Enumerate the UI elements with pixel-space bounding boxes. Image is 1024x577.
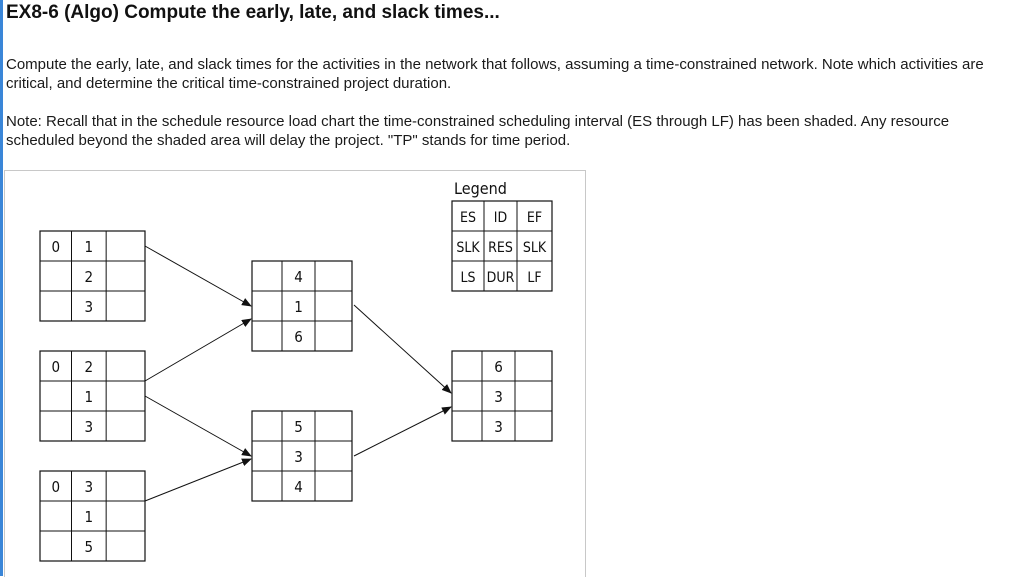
legend-cell-lf: LF [527, 270, 542, 286]
edge-2-to-4 [145, 319, 251, 381]
network-diagram-figure [4, 170, 586, 577]
node-1-dur-cell: 3 [84, 298, 94, 316]
node-4-res-cell: 1 [294, 298, 303, 316]
legend-cell-ls: LS [460, 270, 476, 286]
activity-node-3 [40, 471, 145, 561]
node-3-id-cell: 3 [84, 478, 94, 496]
node-3-dur-cell: 5 [84, 538, 94, 556]
node-1-id-cell: 1 [84, 238, 94, 256]
edge-4-to-6 [354, 305, 451, 393]
legend-cell-ef: EF [526, 210, 543, 226]
instructions-paragraph: Compute the early, late, and slack times for the activities in the network that follows, assuming a time-constrained network. Note which activities are critical, and determine the critical time-constrained project duration. [6, 56, 984, 92]
legend-cell-slk: SLK [456, 240, 480, 256]
node-2-res-cell: 1 [84, 388, 94, 406]
legend-title: Legend [454, 179, 507, 198]
node-6-dur-cell: 3 [494, 418, 503, 436]
page-title: EX8-6 (Algo) Compute the early, late, and slack times... [6, 2, 500, 23]
network-diagram [5, 171, 585, 577]
note-paragraph: Note: Recall that in the schedule resource load chart the time-constrained scheduling interval (ES through LF) has been shaded. Any resource scheduled beyond the shaded area will delay the project. "TP" stands for time period. [6, 113, 950, 149]
node-6-res-cell: 3 [494, 388, 503, 406]
legend-cell-res: RES [488, 240, 513, 256]
activity-node-2 [40, 351, 145, 441]
edge-5-to-6 [354, 407, 451, 456]
legend-cell-slk: SLK [522, 240, 547, 256]
edge-2-to-5 [145, 396, 251, 456]
legend-box [452, 179, 552, 291]
node-4-dur-cell: 6 [294, 328, 303, 346]
activity-node-6 [452, 351, 552, 441]
legend-cell-id: ID [493, 210, 508, 226]
activity-node-4 [252, 261, 352, 351]
node-5-id-cell: 5 [294, 418, 303, 436]
node-2-dur-cell: 3 [84, 418, 94, 436]
node-5-dur-cell: 4 [294, 478, 303, 496]
node-2-es-cell: 0 [51, 358, 61, 376]
legend-cell-dur: DUR [486, 270, 515, 286]
node-2-id-cell: 2 [84, 358, 94, 376]
node-6-id-cell: 6 [494, 358, 503, 376]
activity-node-5 [252, 411, 352, 501]
node-3-res-cell: 1 [84, 508, 94, 526]
node-1-res-cell: 2 [84, 268, 94, 286]
edge-3-to-5 [145, 459, 251, 501]
activity-node-1 [40, 231, 145, 321]
node-4-id-cell: 4 [294, 268, 303, 286]
node-3-es-cell: 0 [51, 478, 61, 496]
node-1-es-cell: 0 [51, 238, 61, 256]
left-accent-bar [0, 0, 3, 576]
node-5-res-cell: 3 [294, 448, 303, 466]
edge-1-to-4 [145, 246, 251, 306]
legend-cell-es: ES [460, 210, 476, 226]
